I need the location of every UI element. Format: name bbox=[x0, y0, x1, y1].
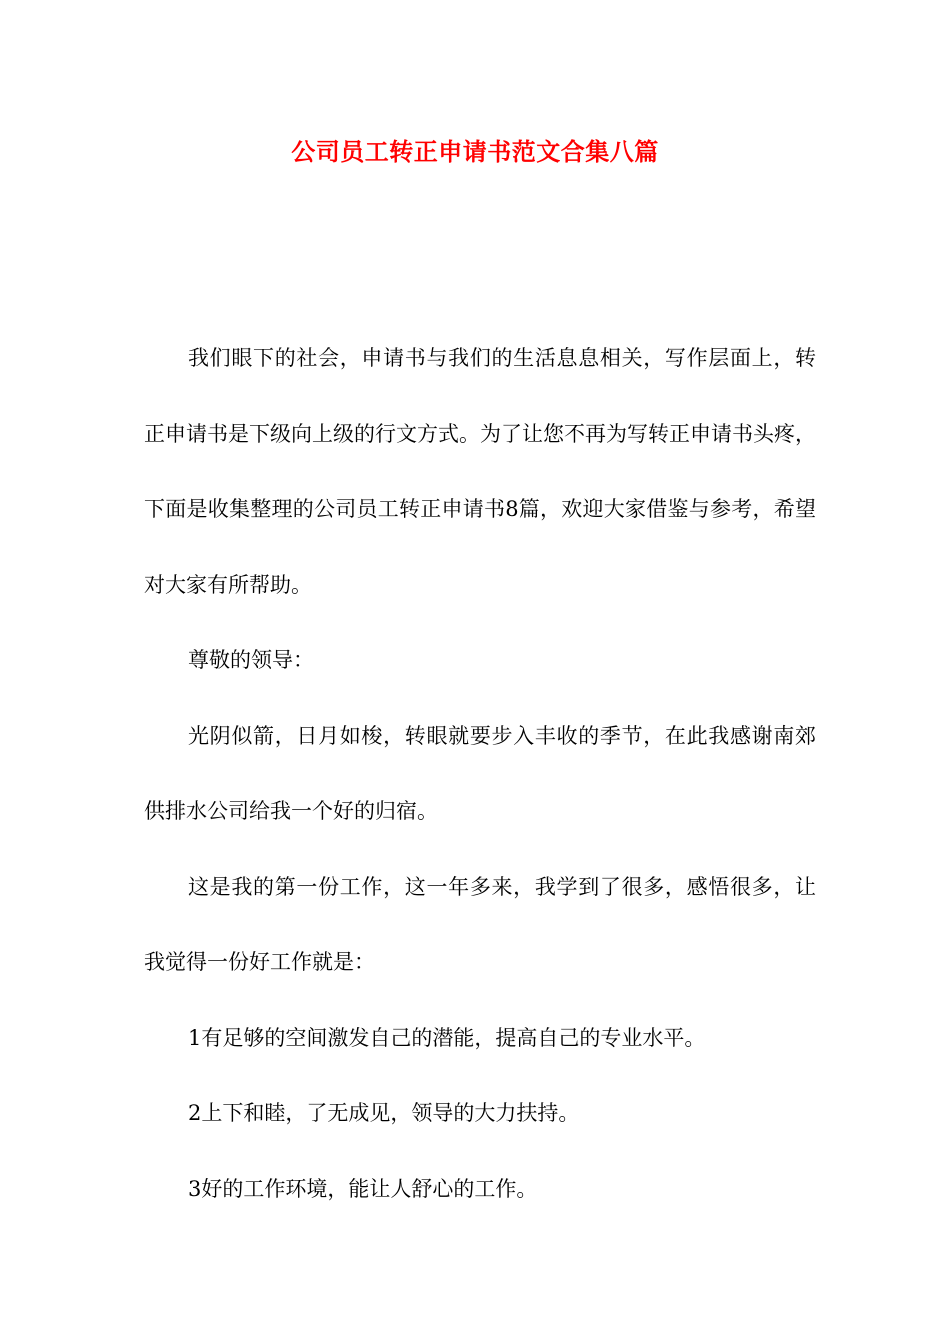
paragraph-experience: 这是我的第一份工作，这一年多来，我学到了很多，感悟很多，让我觉得一份好工作就是： bbox=[144, 874, 816, 974]
document-title: 公司员工转正申请书范文合集八篇 bbox=[291, 137, 659, 166]
list-item-2: 2上下和睦，了无成见，领导的大力扶持。 bbox=[188, 1101, 580, 1125]
document-body bbox=[144, 321, 816, 1227]
paragraph-salutation: 尊敬的领导： bbox=[188, 648, 314, 672]
paragraph-intro: 我们眼下的社会，申请书与我们的生活息息相关，写作层面上，转正申请书是下级向上级的行文方式。为了让您不再为写转正申请书头疼，下面是收集整理的公司员工转正申请书8篇，欢迎大家借鉴与参考，希望对大家有所帮助。 bbox=[144, 346, 816, 597]
list-item-1: 1有足够的空间激发自己的潜能，提高自己的专业水平。 bbox=[188, 1025, 706, 1050]
list-item-3: 3好的工作环境，能让人舒心的工作。 bbox=[188, 1176, 538, 1201]
paragraph-opening: 光阴似箭，日月如梭，转眼就要步入丰收的季节，在此我感谢南郊供排水公司给我一个好的归宿。 bbox=[144, 723, 816, 823]
